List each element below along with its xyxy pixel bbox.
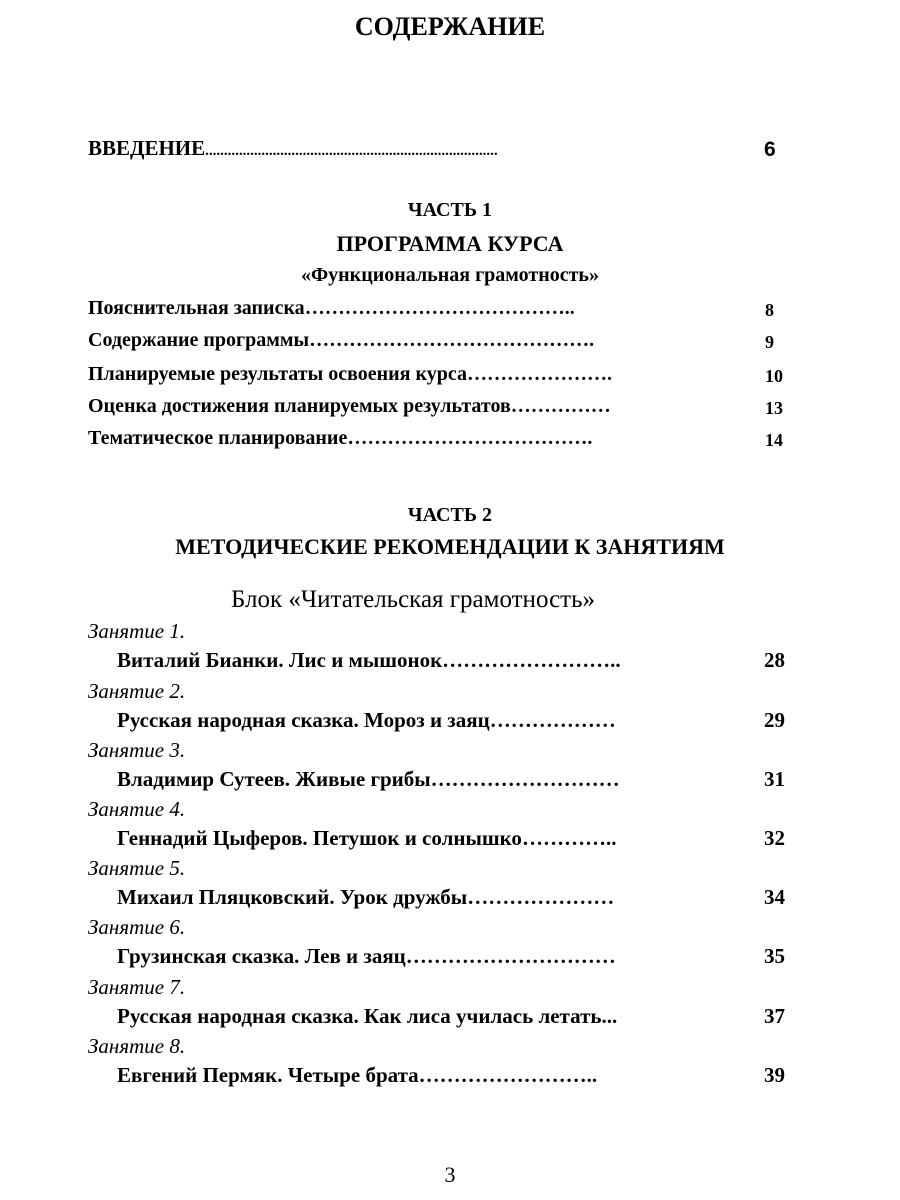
lesson-label: Занятие 8. [88, 1034, 186, 1058]
lesson-label: Занятие 5. [88, 856, 186, 880]
toc-entry-title: Михаил Пляцковский. Урок дружбы [117, 885, 468, 909]
toc-dot-leader: ……………………… [430, 767, 620, 791]
toc-entry-page: 39 [764, 1063, 785, 1087]
lesson-label: Занятие 7. [88, 975, 186, 999]
toc-entry-page: 28 [764, 648, 785, 672]
toc-entry-title: Русская народная сказка. Мороз и заяц [117, 708, 490, 732]
toc-dot-leader: ………….. [521, 826, 617, 850]
toc-dot-leader: ……………………………………. [309, 329, 595, 351]
toc-entry-lesson-2[interactable] [117, 708, 616, 733]
toc-entry-title: Планируемые результаты освоения курса [88, 363, 467, 385]
lesson-label: Занятие 4. [88, 797, 186, 821]
lesson-label: Занятие 1. [88, 619, 186, 643]
toc-dot-leader: ………………………… [405, 944, 616, 968]
toc-entry-title: Грузинская сказка. Лев и заяц [117, 944, 406, 968]
toc-dot-leader: …………………….. [442, 648, 621, 672]
toc-dot-leader: ... [601, 1004, 618, 1028]
toc-entry-lesson-7[interactable] [117, 1004, 617, 1029]
lesson-label: Занятие 3. [88, 738, 186, 762]
toc-entry-planned-results[interactable] [88, 363, 612, 386]
toc-dot-leader: ………………………………….. [304, 297, 575, 319]
toc-dot-leader: …………… [510, 395, 611, 417]
toc-entry-title: Владимир Сутеев. Живые грибы [117, 767, 431, 791]
toc-entry-title: Геннадий Цыферов. Петушок и солнышко [117, 826, 522, 850]
toc-entry-page: 34 [764, 885, 785, 909]
page-title: СОДЕРЖАНИЕ [354, 12, 546, 41]
part2-title: МЕТОДИЧЕСКИЕ РЕКОМЕНДАЦИИ К ЗАНЯТИЯМ [175, 534, 725, 559]
block-title: Блок «Читательская грамотность» [230, 586, 595, 613]
toc-entry-lesson-8[interactable] [117, 1063, 597, 1088]
toc-entry-assessment[interactable] [88, 395, 611, 418]
toc-entry-title: Виталий Бианки. Лис и мышонок [117, 648, 443, 672]
toc-entry-intro[interactable] [88, 136, 498, 161]
toc-dot-leader: ………………………………. [347, 427, 593, 449]
toc-dot-leader: …………………. [466, 363, 612, 385]
part1-label: ЧАСТЬ 1 [407, 199, 493, 221]
part1-title: ПРОГРАММА КУРСА [336, 231, 564, 256]
toc-entry-page: 32 [764, 826, 785, 850]
toc-entry-title: ВВЕДЕНИЕ [88, 136, 206, 160]
toc-entry-title: Пояснительная записка [88, 297, 305, 319]
toc-entry-title: Оценка достижения планируемых результатов [88, 395, 511, 417]
lesson-label: Занятие 2. [88, 679, 186, 703]
toc-entry-page: 31 [764, 767, 785, 791]
toc-dot-leader: .............................................................................. [205, 143, 498, 159]
part1-subtitle: «Функциональная грамотность» [300, 264, 600, 286]
toc-dot-leader: ………………… [467, 885, 615, 909]
toc-entry-page: 8 [765, 300, 774, 320]
toc-entry-page: 29 [764, 708, 785, 732]
part2-label: ЧАСТЬ 2 [407, 504, 493, 526]
toc-entry-lesson-5[interactable] [117, 885, 614, 910]
toc-entry-page: 37 [764, 1004, 785, 1028]
toc-entry-thematic-planning[interactable] [88, 427, 592, 450]
toc-entry-page: 35 [764, 944, 785, 968]
toc-entry-lesson-3[interactable] [117, 767, 620, 792]
toc-entry-title: Содержание программы [88, 329, 310, 351]
toc-entry-page: 9 [765, 332, 774, 352]
toc-entry-explanatory-note[interactable] [88, 297, 575, 320]
page-number: 3 [444, 1162, 456, 1187]
toc-entry-page: 6 [764, 138, 776, 161]
toc-entry-title: Русская народная сказка. Как лиса училась летать [117, 1004, 602, 1028]
toc-entry-lesson-1[interactable] [117, 648, 621, 673]
toc-entry-lesson-4[interactable] [117, 826, 616, 851]
toc-entry-program-content[interactable] [88, 329, 594, 352]
toc-entry-title: Тематическое планирование [88, 427, 348, 449]
lesson-label: Занятие 6. [88, 915, 186, 939]
toc-entry-lesson-6[interactable] [117, 944, 616, 969]
toc-dot-leader: …………………….. [418, 1063, 598, 1087]
toc-entry-page: 10 [765, 366, 783, 386]
toc-dot-leader: ……………… [489, 708, 616, 732]
toc-entry-title: Евгений Пермяк. Четыре брата [117, 1063, 419, 1087]
toc-entry-page: 13 [765, 398, 783, 418]
toc-entry-page: 14 [765, 430, 783, 450]
